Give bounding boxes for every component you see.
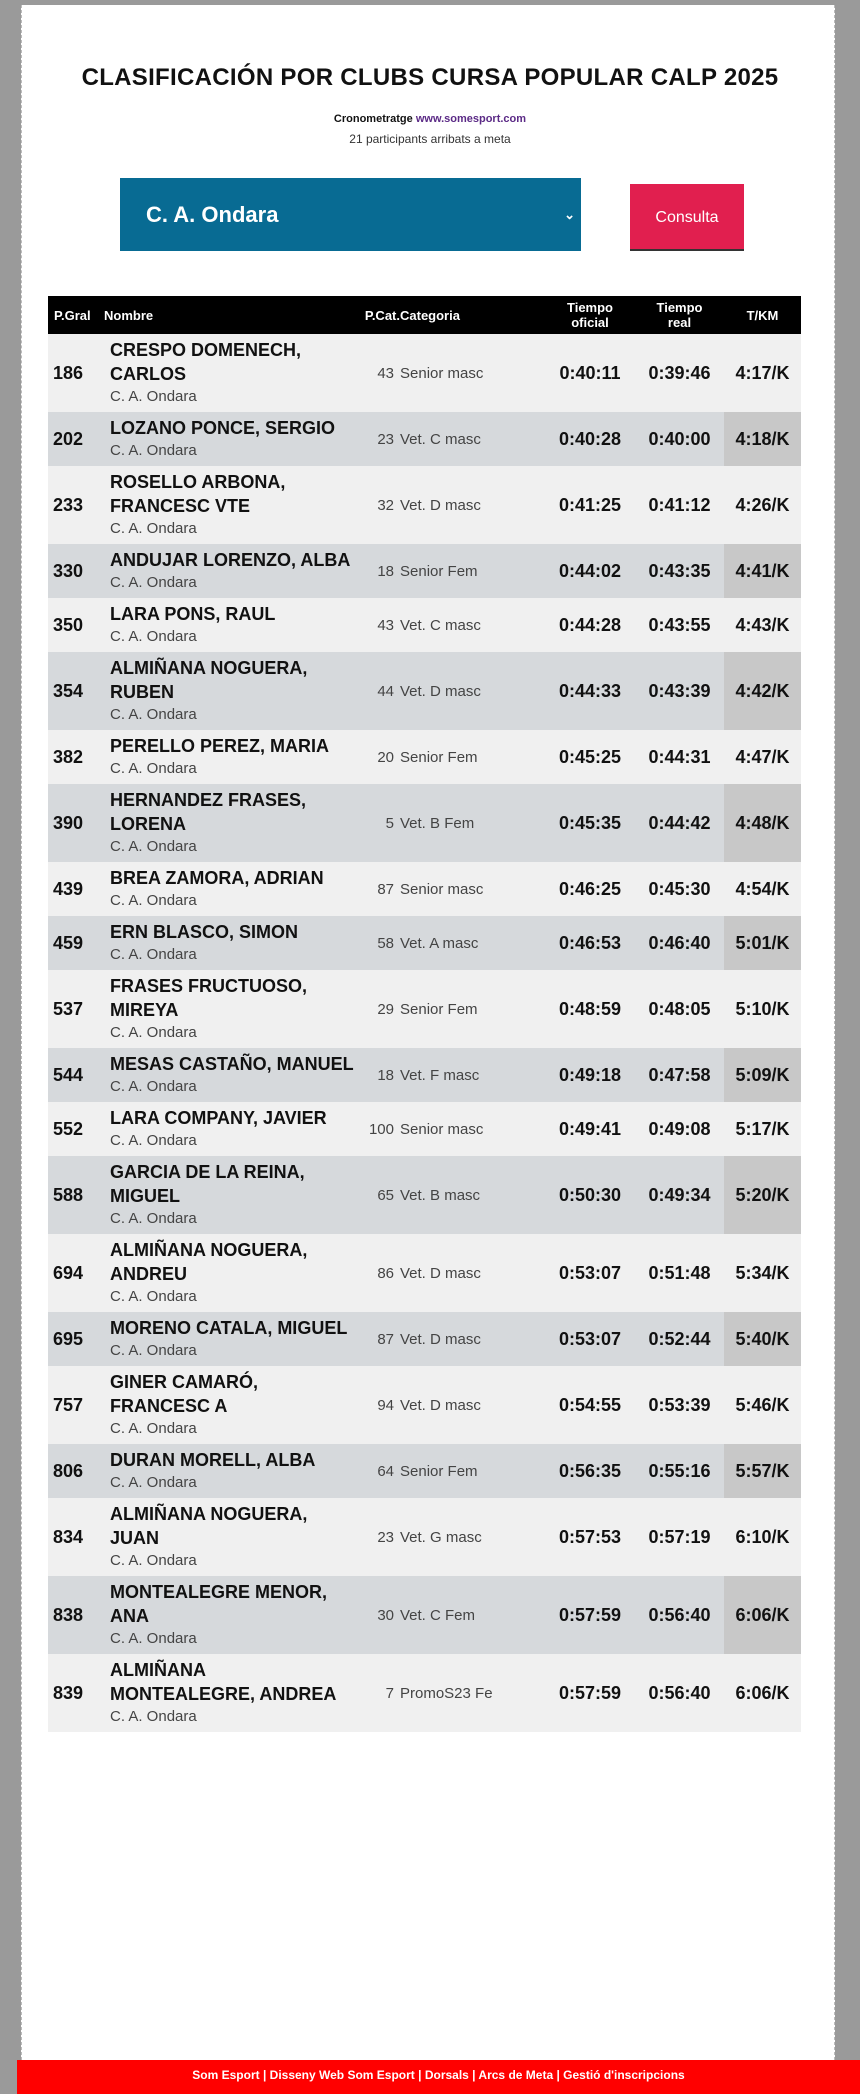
- runner-name: ALMIÑANA NOGUERA, RUBEN: [110, 658, 308, 702]
- runner-club: C. A. Ondara: [110, 1078, 197, 1095]
- category: Senior Fem: [400, 1444, 545, 1498]
- table-row: [48, 784, 801, 862]
- time-official: 0:44:33: [545, 652, 635, 730]
- pace: 4:47/K: [724, 730, 801, 784]
- category: Vet. G masc: [400, 1498, 545, 1576]
- runner-club: C. A. Ondara: [110, 574, 197, 591]
- time-official: 0:46:53: [545, 916, 635, 970]
- pos-general: 186: [48, 334, 104, 412]
- pos-general: 459: [48, 916, 104, 970]
- time-official: 0:53:07: [545, 1234, 635, 1312]
- category: Senior masc: [400, 1102, 545, 1156]
- pace: 5:57/K: [724, 1444, 801, 1498]
- time-real: 0:45:30: [635, 862, 724, 916]
- table-row: [48, 598, 801, 652]
- pos-general: 588: [48, 1156, 104, 1234]
- runner-cell: [104, 544, 355, 598]
- pace: 6:06/K: [724, 1654, 801, 1732]
- pace: 4:26/K: [724, 466, 801, 544]
- runner-cell: [104, 1048, 355, 1102]
- pos-general: 834: [48, 1498, 104, 1576]
- pos-general: 838: [48, 1576, 104, 1654]
- pos-category: 30: [355, 1576, 400, 1654]
- time-official: 0:49:18: [545, 1048, 635, 1102]
- time-real: 0:43:35: [635, 544, 724, 598]
- runner-cell: [104, 466, 355, 544]
- header-pcat: P.Cat.: [355, 296, 400, 334]
- pace: 4:48/K: [724, 784, 801, 862]
- runner-name: HERNANDEZ FRASES, LORENA: [110, 790, 307, 834]
- pos-category: 29: [355, 970, 400, 1048]
- runner-name: LARA PONS, RAUL: [110, 604, 276, 624]
- header-pgral: P.Gral: [48, 296, 104, 334]
- pos-general: 439: [48, 862, 104, 916]
- runner-club: C. A. Ondara: [110, 706, 197, 723]
- category: Vet. D masc: [400, 1234, 545, 1312]
- time-official: 0:49:41: [545, 1102, 635, 1156]
- pos-general: 382: [48, 730, 104, 784]
- table-row: [48, 1156, 801, 1234]
- time-real: 0:43:55: [635, 598, 724, 652]
- table-row: [48, 862, 801, 916]
- pace: 4:41/K: [724, 544, 801, 598]
- table-row: [48, 1234, 801, 1312]
- pos-category: 65: [355, 1156, 400, 1234]
- table-header: [48, 296, 801, 334]
- time-real: 0:40:00: [635, 412, 724, 466]
- category: Vet. F masc: [400, 1048, 545, 1102]
- pace: 5:09/K: [724, 1048, 801, 1102]
- runner-cell: [104, 652, 355, 730]
- pos-category: 86: [355, 1234, 400, 1312]
- table-row: [48, 412, 801, 466]
- pos-category: 94: [355, 1366, 400, 1444]
- runner-cell: [104, 1444, 355, 1498]
- table-row: [48, 652, 801, 730]
- time-official: 0:57:59: [545, 1654, 635, 1732]
- category: Senior masc: [400, 862, 545, 916]
- category: Vet. C masc: [400, 598, 545, 652]
- runner-club: C. A. Ondara: [110, 892, 197, 909]
- category: Vet. D masc: [400, 652, 545, 730]
- pos-general: 694: [48, 1234, 104, 1312]
- pos-category: 23: [355, 412, 400, 466]
- runner-club: C. A. Ondara: [110, 1132, 197, 1149]
- page-title: CLASIFICACIÓN POR CLUBS CURSA POPULAR CALP 2025: [81, 64, 779, 91]
- consult-button[interactable]: Consulta: [630, 184, 744, 251]
- table-row: [48, 1444, 801, 1498]
- header-tiempo-oficial: [545, 296, 635, 334]
- category: Vet. D masc: [400, 1366, 545, 1444]
- header-categoria: Categoria: [400, 296, 545, 334]
- header-nombre: Nombre: [104, 296, 355, 334]
- table-row: [48, 916, 801, 970]
- runner-name: ERN BLASCO, SIMON: [110, 922, 299, 942]
- pos-general: 354: [48, 652, 104, 730]
- time-real: 0:49:34: [635, 1156, 724, 1234]
- table-row: [48, 544, 801, 598]
- category: Vet. D masc: [400, 466, 545, 544]
- runner-club: C. A. Ondara: [110, 838, 197, 855]
- pos-category: 43: [355, 598, 400, 652]
- runner-club: C. A. Ondara: [110, 1288, 197, 1305]
- pace: 5:40/K: [724, 1312, 801, 1366]
- table-row: [48, 334, 801, 412]
- runner-club: C. A. Ondara: [110, 1420, 197, 1437]
- pos-category: 87: [355, 862, 400, 916]
- time-real: 0:48:05: [635, 970, 724, 1048]
- participants-count: 21 participants arribats a meta: [349, 132, 511, 146]
- time-official: 0:56:35: [545, 1444, 635, 1498]
- category: Senior Fem: [400, 544, 545, 598]
- category: PromoS23 Fe: [400, 1654, 545, 1732]
- runner-cell: [104, 1576, 355, 1654]
- pos-general: 695: [48, 1312, 104, 1366]
- runner-name: ANDUJAR LORENZO, ALBA: [110, 550, 351, 570]
- time-real: 0:55:16: [635, 1444, 724, 1498]
- pos-general: 350: [48, 598, 104, 652]
- time-official: 0:57:59: [545, 1576, 635, 1654]
- pos-general: 757: [48, 1366, 104, 1444]
- pace: 5:10/K: [724, 970, 801, 1048]
- pace: 5:01/K: [724, 916, 801, 970]
- time-real: 0:43:39: [635, 652, 724, 730]
- runner-name: ALMIÑANA MONTEALEGRE, ANDREA: [110, 1660, 337, 1704]
- time-real: 0:41:12: [635, 466, 724, 544]
- runner-name: MORENO CATALA, MIGUEL: [110, 1318, 348, 1338]
- time-real: 0:39:46: [635, 334, 724, 412]
- runner-name: ALMIÑANA NOGUERA, JUAN: [110, 1504, 308, 1548]
- table-row: [48, 466, 801, 544]
- category: Vet. C masc: [400, 412, 545, 466]
- table-row: [48, 970, 801, 1048]
- runner-club: C. A. Ondara: [110, 1474, 197, 1491]
- runner-cell: [104, 1498, 355, 1576]
- time-official: 0:54:55: [545, 1366, 635, 1444]
- header-text: Tiempo: [567, 300, 613, 315]
- runner-club: C. A. Ondara: [110, 628, 197, 645]
- runner-cell: [104, 784, 355, 862]
- table-row: [48, 1576, 801, 1654]
- runner-cell: [104, 1366, 355, 1444]
- pos-category: 100: [355, 1102, 400, 1156]
- time-official: 0:45:35: [545, 784, 635, 862]
- runner-name: LARA COMPANY, JAVIER: [110, 1108, 327, 1128]
- results-table: [48, 296, 801, 1732]
- time-real: 0:52:44: [635, 1312, 724, 1366]
- runner-name: GARCIA DE LA REINA, MIGUEL: [110, 1162, 305, 1206]
- pace: 6:06/K: [724, 1576, 801, 1654]
- time-official: 0:44:28: [545, 598, 635, 652]
- time-official: 0:44:02: [545, 544, 635, 598]
- time-real: 0:49:08: [635, 1102, 724, 1156]
- category: Vet. B masc: [400, 1156, 545, 1234]
- runner-cell: [104, 598, 355, 652]
- timing-link[interactable]: www.somesport.com: [415, 113, 527, 125]
- time-official: 0:41:25: [545, 466, 635, 544]
- time-real: 0:46:40: [635, 916, 724, 970]
- pos-general: 806: [48, 1444, 104, 1498]
- table-row: [48, 730, 801, 784]
- header-text: Tiempo: [656, 300, 703, 315]
- pace: 6:10/K: [724, 1498, 801, 1576]
- time-real: 0:44:42: [635, 784, 724, 862]
- runner-cell: [104, 970, 355, 1048]
- runner-cell: [104, 1312, 355, 1366]
- time-official: 0:40:11: [545, 334, 635, 412]
- pos-category: 18: [355, 544, 400, 598]
- runner-club: C. A. Ondara: [110, 1630, 197, 1647]
- pace: 4:42/K: [724, 652, 801, 730]
- runner-club: C. A. Ondara: [110, 1210, 197, 1227]
- runner-name: CRESPO DOMENECH, CARLOS: [110, 340, 302, 384]
- pos-general: 233: [48, 466, 104, 544]
- table-row: [48, 1654, 801, 1732]
- time-real: 0:56:40: [635, 1654, 724, 1732]
- time-official: 0:45:25: [545, 730, 635, 784]
- table-row: [48, 1102, 801, 1156]
- runner-club: C. A. Ondara: [110, 520, 197, 537]
- runner-club: C. A. Ondara: [110, 946, 197, 963]
- time-official: 0:57:53: [545, 1498, 635, 1576]
- category: Vet. A masc: [400, 916, 545, 970]
- runner-cell: [104, 412, 355, 466]
- pos-category: 5: [355, 784, 400, 862]
- category: Senior Fem: [400, 970, 545, 1048]
- timing-credit: [0, 113, 860, 125]
- time-official: 0:48:59: [545, 970, 635, 1048]
- pos-category: 87: [355, 1312, 400, 1366]
- pos-general: 390: [48, 784, 104, 862]
- table-row: [48, 1366, 801, 1444]
- header-tkm: T/KM: [724, 296, 801, 334]
- pos-category: 20: [355, 730, 400, 784]
- category: Senior Fem: [400, 730, 545, 784]
- runner-name: DURAN MORELL, ALBA: [110, 1450, 316, 1470]
- pos-general: 330: [48, 544, 104, 598]
- pos-category: 32: [355, 466, 400, 544]
- runner-club: C. A. Ondara: [110, 1708, 197, 1725]
- pace: 4:17/K: [724, 334, 801, 412]
- header-text: real: [667, 315, 692, 330]
- runner-club: C. A. Ondara: [110, 1342, 197, 1359]
- pos-general: 839: [48, 1654, 104, 1732]
- runner-club: C. A. Ondara: [110, 442, 197, 459]
- time-real: 0:51:48: [635, 1234, 724, 1312]
- pace: 5:20/K: [724, 1156, 801, 1234]
- pos-category: 23: [355, 1498, 400, 1576]
- category: Vet. B Fem: [400, 784, 545, 862]
- pace: 5:46/K: [724, 1366, 801, 1444]
- pos-category: 64: [355, 1444, 400, 1498]
- runner-cell: [104, 916, 355, 970]
- runner-name: PERELLO PEREZ, MARIA: [110, 736, 330, 756]
- chevron-down-icon: ⌄: [564, 207, 575, 222]
- runner-club: C. A. Ondara: [110, 388, 197, 405]
- table-row: [48, 1312, 801, 1366]
- table-row: [48, 1498, 801, 1576]
- table-row: [48, 1048, 801, 1102]
- pace: 4:18/K: [724, 412, 801, 466]
- runner-name: LOZANO PONCE, SERGIO: [110, 418, 336, 438]
- runner-club: C. A. Ondara: [110, 760, 197, 777]
- category: Senior masc: [400, 334, 545, 412]
- time-real: 0:53:39: [635, 1366, 724, 1444]
- header-text: oficial: [571, 315, 609, 330]
- header-tiempo-real: [635, 296, 724, 334]
- pos-category: 7: [355, 1654, 400, 1732]
- runner-name: GINER CAMARÓ, FRANCESC A: [110, 1372, 258, 1416]
- runner-name: MESAS CASTAÑO, MANUEL: [110, 1054, 354, 1074]
- pace: 5:17/K: [724, 1102, 801, 1156]
- pos-category: 43: [355, 334, 400, 412]
- runner-cell: [104, 1102, 355, 1156]
- category: Vet. D masc: [400, 1312, 545, 1366]
- runner-cell: [104, 1156, 355, 1234]
- pos-category: 44: [355, 652, 400, 730]
- runner-name: MONTEALEGRE MENOR, ANA: [110, 1582, 328, 1626]
- time-real: 0:47:58: [635, 1048, 724, 1102]
- time-real: 0:57:19: [635, 1498, 724, 1576]
- pos-category: 18: [355, 1048, 400, 1102]
- runner-cell: [104, 1654, 355, 1732]
- pace: 4:54/K: [724, 862, 801, 916]
- runner-name: ROSELLO ARBONA, FRANCESC VTE: [110, 472, 286, 516]
- timing-label: Cronometratge: [333, 113, 413, 125]
- time-official: 0:50:30: [545, 1156, 635, 1234]
- runner-cell: [104, 730, 355, 784]
- pos-general: 544: [48, 1048, 104, 1102]
- time-official: 0:53:07: [545, 1312, 635, 1366]
- runner-cell: [104, 334, 355, 412]
- runner-club: C. A. Ondara: [110, 1024, 197, 1041]
- pos-general: 537: [48, 970, 104, 1048]
- runner-cell: [104, 1234, 355, 1312]
- runner-name: BREA ZAMORA, ADRIAN: [110, 868, 324, 888]
- club-select[interactable]: [120, 178, 581, 251]
- footer-links[interactable]: Som Esport | Disseny Web Som Esport | Dorsals | Arcs de Meta | Gestió d'inscripcions: [17, 2060, 860, 2094]
- club-select-value: C. A. Ondara: [146, 202, 279, 227]
- time-real: 0:44:31: [635, 730, 724, 784]
- pace: 4:43/K: [724, 598, 801, 652]
- time-official: 0:40:28: [545, 412, 635, 466]
- runner-name: FRASES FRUCTUOSO, MIREYA: [110, 976, 308, 1020]
- runner-club: C. A. Ondara: [110, 1552, 197, 1569]
- pos-general: 202: [48, 412, 104, 466]
- pos-category: 58: [355, 916, 400, 970]
- pace: 5:34/K: [724, 1234, 801, 1312]
- category: Vet. C Fem: [400, 1576, 545, 1654]
- runner-name: ALMIÑANA NOGUERA, ANDREU: [110, 1240, 308, 1284]
- time-real: 0:56:40: [635, 1576, 724, 1654]
- time-official: 0:46:25: [545, 862, 635, 916]
- pos-general: 552: [48, 1102, 104, 1156]
- runner-cell: [104, 862, 355, 916]
